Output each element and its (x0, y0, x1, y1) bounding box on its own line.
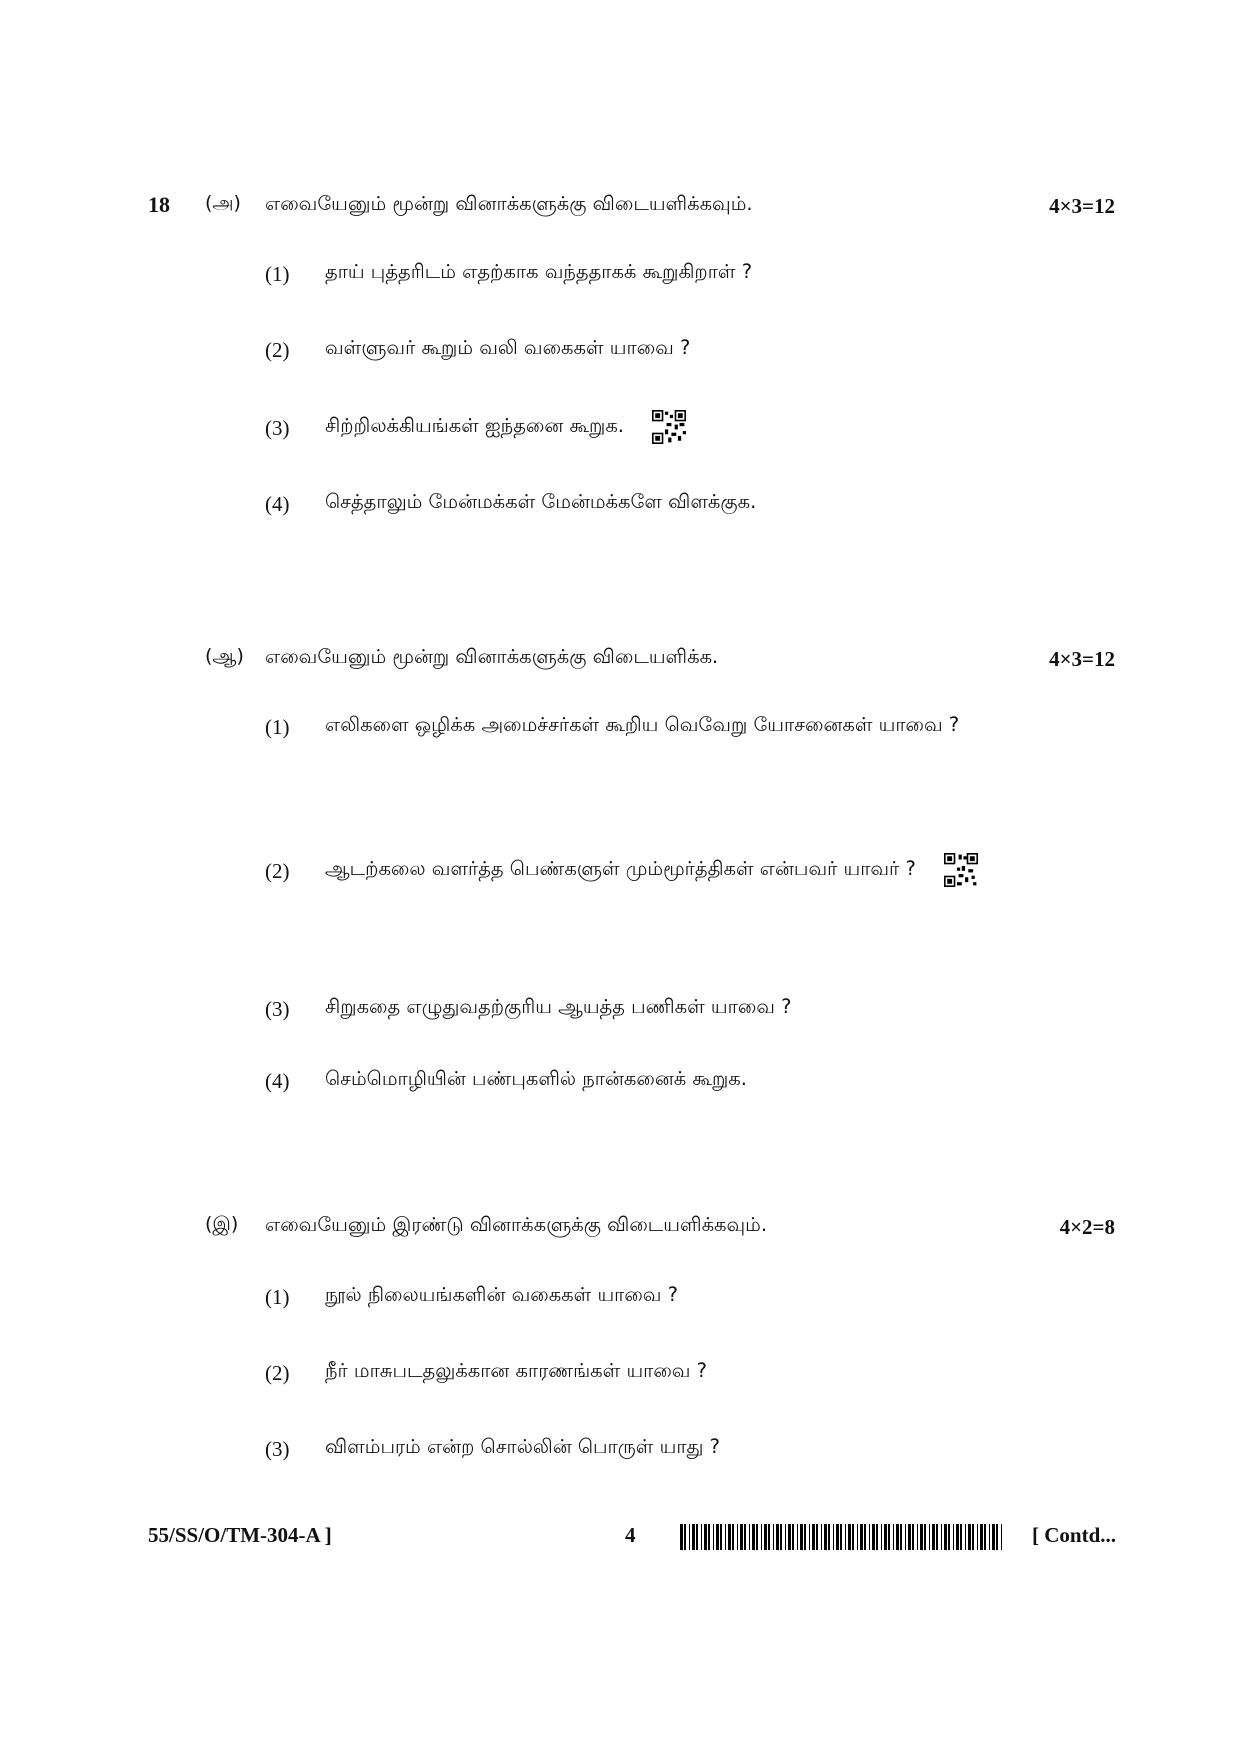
barcode-bar (824, 1524, 827, 1550)
barcode-bar (900, 1524, 902, 1550)
barcode-bar (792, 1524, 794, 1550)
item-number: (1) (265, 262, 290, 286)
barcode-bar (972, 1524, 974, 1550)
item-text-content: சிற்றிலக்கியங்கள் ஐந்தனை கூறுக. (325, 414, 624, 437)
qr-code-icon (944, 853, 978, 887)
section-instruction: எவையேனும் இரண்டு வினாக்களுக்கு விடையளிக்கவும். (265, 1213, 768, 1236)
item-number: (3) (265, 1437, 290, 1461)
section-aa (205, 645, 1115, 1093)
barcode-bar (689, 1524, 690, 1550)
barcode-bar (893, 1524, 894, 1550)
barcode-bar (840, 1524, 842, 1550)
barcode-bar (984, 1524, 986, 1550)
item-text-content: ஆடற்கலை வளர்த்த பெண்களுள் மும்மூர்த்திகள் என்பவர் யாவர் ? (325, 857, 916, 880)
section-marks: 4×2=8 (1059, 1215, 1115, 1239)
barcode-bar (845, 1524, 846, 1550)
barcode-bar (864, 1524, 866, 1550)
barcode-bar (708, 1524, 710, 1550)
barcode-bar (785, 1524, 786, 1550)
barcode-bar (800, 1524, 803, 1550)
barcode-bar (836, 1524, 839, 1550)
item-text: செம்மொழியின் பண்புகளில் நான்கனைக் கூறுக. (325, 1067, 747, 1090)
barcode-bar (896, 1524, 899, 1550)
barcode-bar (857, 1524, 858, 1550)
barcode-bar (768, 1524, 770, 1550)
barcode-bar (960, 1524, 962, 1550)
barcode-bar (929, 1524, 930, 1550)
barcode-bar (728, 1524, 731, 1550)
item-text (325, 841, 1025, 897)
barcode-bar (888, 1524, 890, 1550)
section-a (205, 192, 1115, 516)
continued-label: [ Contd... (1031, 1523, 1116, 1547)
barcode-bar (764, 1524, 767, 1550)
barcode-bar (936, 1524, 938, 1550)
barcode-bar (744, 1524, 746, 1550)
barcode-bar (860, 1524, 863, 1550)
item-number: (4) (265, 492, 290, 516)
section-label: (இ) (205, 1213, 239, 1235)
barcode-bar (696, 1524, 698, 1550)
item-number: (1) (265, 715, 290, 739)
barcode-bar (917, 1524, 918, 1550)
barcode-bar (996, 1524, 998, 1550)
barcode-bar (732, 1524, 734, 1550)
item-number: (3) (265, 997, 290, 1021)
barcode-bar (725, 1524, 726, 1550)
barcode-bar (740, 1524, 743, 1550)
barcode-bar (684, 1524, 686, 1550)
item-text: தாய் புத்தரிடம் எதற்காக வந்ததாகக் கூறுகிறாள் ? (325, 260, 753, 283)
paper-code: 55/SS/O/TM-304-A ] (148, 1523, 332, 1547)
barcode-bar (821, 1524, 822, 1550)
barcode-bar (912, 1524, 914, 1550)
barcode-bar (816, 1524, 818, 1550)
item-text: விளம்பரம் என்ற சொல்லின் பொருள் யாது ? (325, 1435, 720, 1458)
section-header (205, 645, 1115, 679)
item-number: (1) (265, 1285, 290, 1309)
barcode-bar (924, 1524, 926, 1550)
item-text: நீர் மாசுபடதலுக்கான காரணங்கள் யாவை ? (325, 1359, 708, 1382)
barcode-bar (872, 1524, 875, 1550)
item-text: செத்தாலும் மேன்மக்கள் மேன்மக்களே விளக்குக. (325, 490, 757, 513)
barcode-bar (812, 1524, 815, 1550)
barcode-bar (797, 1524, 798, 1550)
barcode-bar (953, 1524, 954, 1550)
item-text (325, 398, 686, 454)
barcode-bar (780, 1524, 782, 1550)
barcode-bar (692, 1524, 695, 1550)
barcode-bar (713, 1524, 714, 1550)
item-number: (2) (265, 338, 290, 362)
section-instruction: எவையேனும் மூன்று வினாக்களுக்கு விடையளிக்கவும். (265, 192, 753, 215)
barcode-bar (809, 1524, 810, 1550)
barcode-bar (848, 1524, 851, 1550)
item-number: (4) (265, 1069, 290, 1093)
item-number: (2) (265, 1361, 290, 1385)
barcode-bar (761, 1524, 762, 1550)
barcode-bar (977, 1524, 978, 1550)
item-text: நூல் நிலையங்களின் வகைகள் யாவை ? (325, 1283, 679, 1306)
item-text: சிறுகதை எழுதுவதற்குரிய ஆயத்த பணிகள் யாவை ? (325, 995, 792, 1018)
barcode-bar (908, 1524, 911, 1550)
barcode-bar (881, 1524, 882, 1550)
barcode-bar (720, 1524, 722, 1550)
item-text: வள்ளுவர் கூறும் வலி வகைகள் யாவை ? (325, 336, 691, 359)
barcode-bar (992, 1524, 995, 1550)
section-i (205, 1213, 1115, 1461)
barcode-icon (680, 1524, 1005, 1550)
barcode-bar (932, 1524, 935, 1550)
barcode-bar (828, 1524, 830, 1550)
barcode-bar (852, 1524, 854, 1550)
barcode-bar (776, 1524, 779, 1550)
barcode-bar (948, 1524, 950, 1550)
barcode-bar (701, 1524, 702, 1550)
barcode-bar (944, 1524, 947, 1550)
barcode-bar (804, 1524, 806, 1550)
section-instruction: எவையேனும் மூன்று வினாக்களுக்கு விடையளிக்க. (265, 645, 719, 668)
item-number: (3) (265, 416, 290, 440)
question-number: 18 (148, 192, 170, 217)
item-text: எலிகளை ஒழிக்க அமைச்சர்கள் கூறிய வெவேறு யோசனைகள் யாவை ? (325, 713, 960, 736)
barcode-bar (941, 1524, 942, 1550)
barcode-bar (905, 1524, 906, 1550)
section-header (205, 1213, 1115, 1247)
barcode-bar (756, 1524, 758, 1550)
barcode-bar (1001, 1524, 1002, 1550)
barcode-bar (749, 1524, 750, 1550)
barcode-bar (680, 1524, 683, 1550)
barcode-bar (716, 1524, 719, 1550)
qr-code-icon (652, 410, 686, 444)
barcode-bar (869, 1524, 870, 1550)
barcode-bar (920, 1524, 923, 1550)
section-label: (அ) (205, 192, 241, 214)
section-label: (ஆ) (205, 645, 244, 667)
barcode-bar (956, 1524, 959, 1550)
barcode-bar (884, 1524, 887, 1550)
barcode-bar (833, 1524, 834, 1550)
page-footer (148, 1523, 1116, 1557)
barcode-bar (876, 1524, 878, 1550)
barcode-bar (773, 1524, 774, 1550)
barcode-bar (704, 1524, 707, 1550)
section-header (205, 192, 1115, 226)
section-marks: 4×3=12 (1049, 647, 1115, 671)
section-marks: 4×3=12 (1049, 194, 1115, 218)
barcode-bar (980, 1524, 983, 1550)
page-number: 4 (625, 1523, 636, 1547)
barcode-bar (965, 1524, 966, 1550)
barcode-bar (788, 1524, 791, 1550)
barcode-bar (968, 1524, 971, 1550)
item-number: (2) (265, 859, 290, 883)
barcode-bar (989, 1524, 990, 1550)
barcode-bar (752, 1524, 755, 1550)
barcode-bar (737, 1524, 738, 1550)
